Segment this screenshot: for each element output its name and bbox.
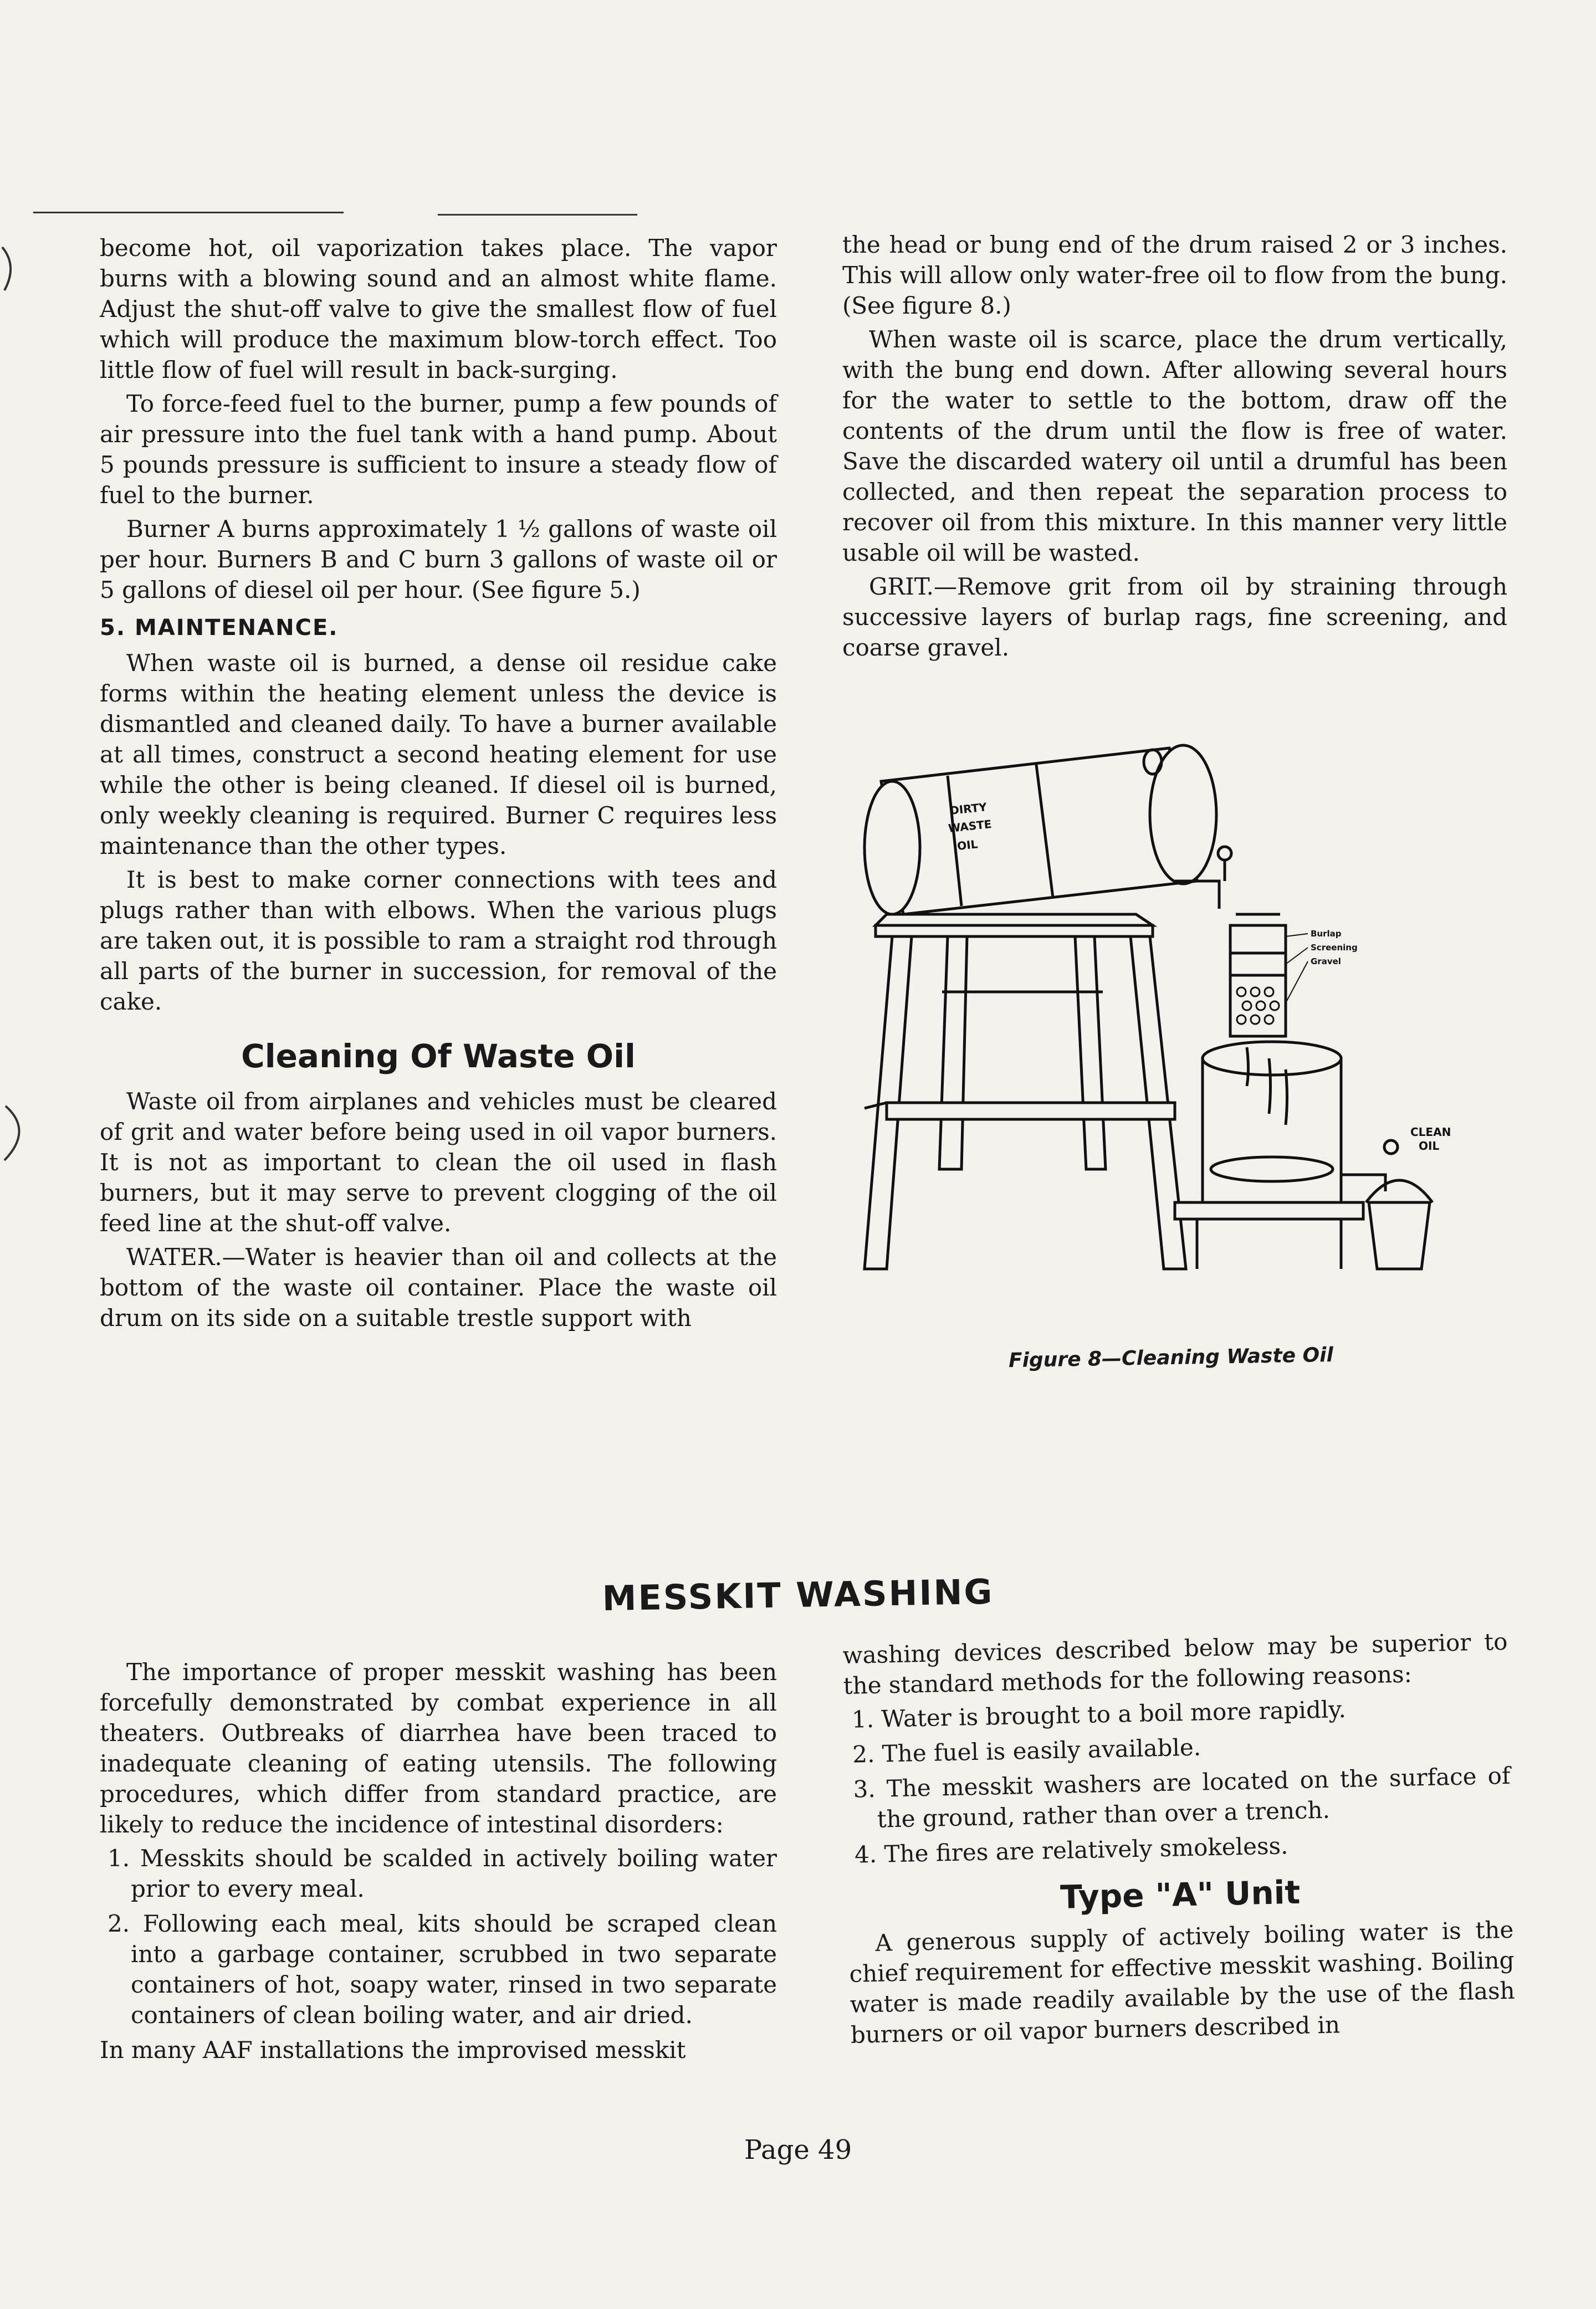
list-item: 3. The messkit washers are located on the surface of the ground, rather than over a trench. bbox=[853, 1762, 1511, 1833]
reasons-list bbox=[843, 1691, 1512, 1870]
burlap-label: Burlap bbox=[1311, 929, 1342, 939]
maintenance-heading: 5. MAINTENANCE. bbox=[100, 615, 339, 641]
paragraph: Burner A burns approximately 1 ½ gallons of waste oil per hour. Burners B and C burn 3 gallons of waste oil or 5 gallons of diesel oil per hour. (See figure 5.) bbox=[100, 515, 777, 603]
binder-hole-mark-top bbox=[0, 244, 22, 294]
gravel-label: Gravel bbox=[1311, 956, 1341, 966]
paragraph: The importance of proper messkit washing has been forcefully demonstrated by combat experience in all theaters. Outbreaks of diarrhea have been traced to inadequate cleaning of eating utensils. The following procedures, which differ from standard practice, are likely to reduce the incidence of intestinal disorders: bbox=[100, 1658, 777, 1838]
clean-oil-label-line1: CLEAN bbox=[1410, 1125, 1451, 1139]
figure-caption: Figure 8—Cleaning Waste Oil bbox=[1008, 1343, 1334, 1373]
binder-hole-mark-bottom bbox=[0, 1103, 39, 1164]
paragraph: Waste oil from airplanes and vehicles must be cleared of grit and water before being used in oil vapor burners. It is not as important to clean the oil used in flash burners, but it may serve to prevent clogging of the oil feed line at the shut-off valve. bbox=[100, 1088, 777, 1237]
list-item: 1. Water is brought to a boil more rapidly. bbox=[851, 1696, 1347, 1733]
list-item: 4. The fires are relatively smokeless. bbox=[854, 1832, 1288, 1868]
left-column-bottom bbox=[100, 1657, 777, 2069]
clean-oil-label-line2: OIL bbox=[1419, 1139, 1440, 1153]
cleaning-heading: Cleaning Of Waste Oil bbox=[241, 1037, 636, 1075]
paragraph: WATER.—Water is heavier than oil and collects at the bottom of the waste oil container. Place the waste oil drum on its side on a suitable trestle support with bbox=[100, 1243, 777, 1332]
paragraph: the head or bung end of the drum raised 2 or 3 inches. This will allow only water-free oil to flow from the bung. (See figure 8.) bbox=[842, 231, 1507, 319]
header-rule-left bbox=[33, 212, 344, 213]
page-number: Page 49 bbox=[744, 2134, 852, 2165]
drum-label-line3: OIL bbox=[956, 837, 979, 853]
list-item: 2. Following each meal, kits should be scraped clean into a garbage container, scrubbed in two separate containers of hot, soapy water, rinsed in two separate containers of clean boiling water, and air dried. bbox=[108, 1910, 777, 2029]
header-rule-right bbox=[438, 214, 637, 216]
messkit-procedure-list bbox=[100, 1843, 777, 2030]
list-item: 2. The fuel is easily available. bbox=[852, 1733, 1201, 1768]
left-column-top bbox=[100, 233, 777, 1337]
paragraph: When waste oil is scarce, place the drum vertically, with the bung end down. After allowing several hours for the water to settle to the bottom, draw off the contents of the drum until the flow is free of water. Save the discarded watery oil until a drumful has been collected, and then repeat the separation process to recover oil from this mixture. In this manner very little usable oil will be wasted. bbox=[842, 326, 1507, 566]
drum-label-line2: WASTE bbox=[948, 817, 993, 835]
right-column-bottom bbox=[842, 1626, 1516, 2054]
list-item: 1. Messkits should be scalded in actively boiling water prior to every meal. bbox=[108, 1845, 777, 1902]
messkit-washing-title: MESSKIT WASHING bbox=[602, 1571, 994, 1619]
paragraph: It is best to make corner connections with tees and plugs rather than with elbows. When the various plugs are taken out, it is possible to ram a straight rod through all parts of the burner in succession, for removal of the cake. bbox=[100, 866, 777, 1015]
paragraph: become hot, oil vaporization takes place. The vapor burns with a blowing sound and an almost white flame. Adjust the shut-off valve to give the smallest flow of fuel which will produce the maximum blow-torch effect. Too little flow of fuel will result in back-surging. bbox=[100, 234, 777, 383]
paragraph: In many AAF installations the improvised messkit bbox=[100, 2036, 686, 2064]
paragraph: washing devices described below may be superior to the standard methods for the following reasons: bbox=[842, 1627, 1508, 1699]
waste-oil-cleaning-illustration bbox=[842, 715, 1452, 1313]
drum-label-line1: DIRTY bbox=[949, 800, 988, 817]
paragraph: A generous supply of actively boiling water is the chief requirement for effective messkit washing. Boiling water is made readily available by the use of the flash burners or oil vapor burners described in bbox=[849, 1916, 1516, 2049]
paragraph: GRIT.—Remove grit from oil by straining through successive layers of burlap rags, fine screening, and coarse gravel. bbox=[842, 573, 1507, 661]
paragraph: When waste oil is burned, a dense oil residue cake forms within the heating element unless the device is dismantled and cleaned daily. To have a burner available at all times, construct a second heating element for use while the other is being cleaned. If diesel oil is burned, only weekly cleaning is required. Burner C requires less maintenance than the other types. bbox=[100, 649, 777, 859]
paragraph: To force-feed fuel to the burner, pump a few pounds of air pressure into the fuel tank with a hand pump. About 5 pounds pressure is sufficient to insure a steady flow of fuel to the burner. bbox=[100, 390, 777, 509]
right-column-top bbox=[842, 229, 1507, 666]
type-a-unit-heading: Type "A" Unit bbox=[1060, 1873, 1301, 1916]
screening-label: Screening bbox=[1311, 943, 1358, 953]
